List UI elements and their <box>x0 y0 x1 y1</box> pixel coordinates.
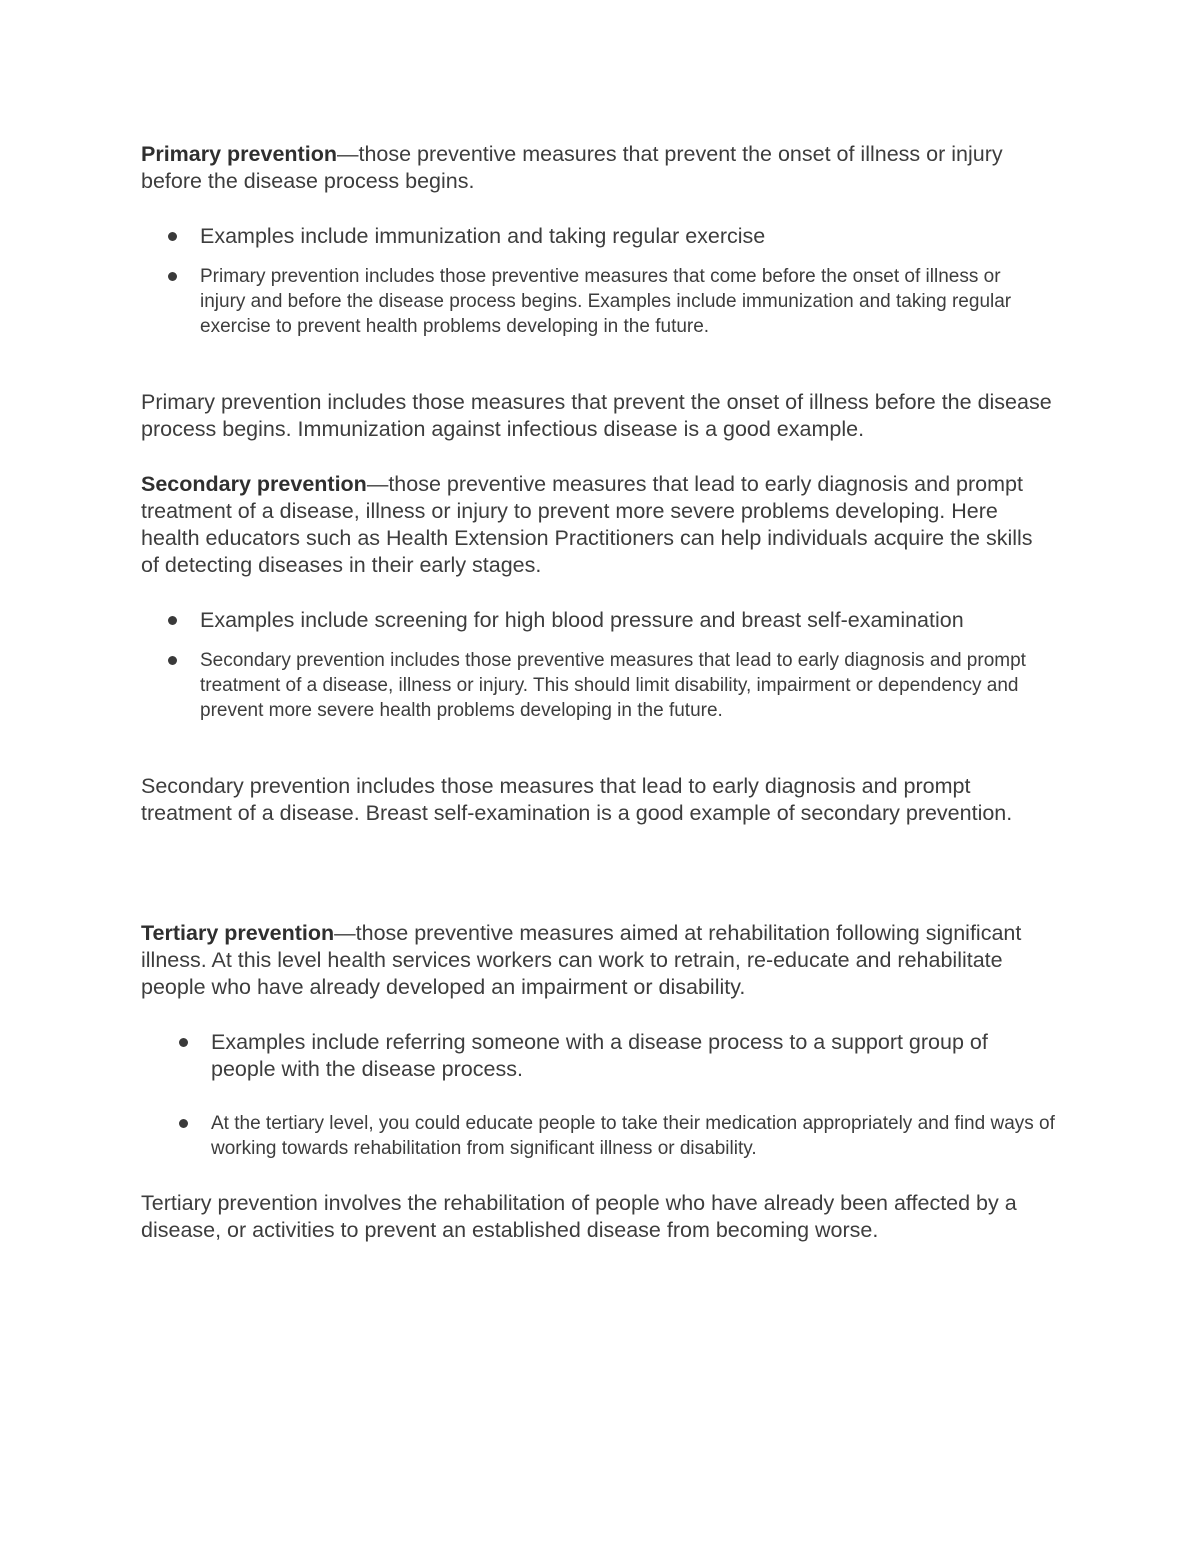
primary-heading: Primary prevention <box>141 142 337 166</box>
tertiary-bullet-1-text: Examples include referring someone with a disease process to a support group of people with the disease process. <box>211 1030 988 1081</box>
primary-bullet-2-text: Primary prevention includes those preventive measures that come before the onset of illness or injury and before the disease process begins. Examples include immunization and taking regular exercise to prevent health problems developing in the future. <box>200 266 1012 337</box>
primary-definition <box>141 141 1041 195</box>
secondary-summary: Secondary prevention includes those measures that lead to early diagnosis and prompt treatment of a disease. Breast self-examination is a good example of secondary prevention. <box>141 774 1013 825</box>
primary-summary: Primary prevention includes those measures that prevent the onset of illness before the disease process begins. Immunization against infectious disease is a good example. <box>141 390 1052 441</box>
secondary-bullet-2 <box>200 648 1060 723</box>
primary-definition-text: —those preventive measures that prevent the onset of illness or injury before the disease process begins. <box>141 142 1003 193</box>
secondary-definition-text: —those preventive measures that lead to early diagnosis and prompt treatment of a disease, illness or injury to prevent more severe problems developing. Here health educators such as Health Extension Practitioners can help individuals acquire the skills of detecting diseases in their early stages. <box>141 472 1033 577</box>
secondary-bullet-1-text: Examples include screening for high blood pressure and breast self-examination <box>200 608 964 632</box>
secondary-bullet-2-text: Secondary prevention includes those preventive measures that lead to early diagnosis and prompt treatment of a disease, illness or injury. This should limit disability, impairment or dependency and prevent more severe health problems developing in the future. <box>200 650 1026 721</box>
secondary-bullet-1 <box>200 607 1060 634</box>
tertiary-definition-text: —those preventive measures aimed at rehabilitation following significant illness. At this level health services workers can work to retrain, re-educate and rehabilitate people who have already developed an impairment or disability. <box>141 921 1022 999</box>
primary-bullet-1 <box>200 223 1060 250</box>
tertiary-bullet-2-text: At the tertiary level, you could educate people to take their medication appropriately and find ways of working towards rehabilitation from significant illness or disability. <box>211 1113 1055 1159</box>
bullet-dot <box>168 272 177 281</box>
tertiary-heading: Tertiary prevention <box>141 921 335 945</box>
tertiary-bullet-1 <box>211 1029 1051 1083</box>
primary-bullet-2 <box>200 264 1040 339</box>
tertiary-bullet-2 <box>211 1111 1061 1161</box>
primary-bullet-1-text: Examples include immunization and taking regular exercise <box>200 224 766 248</box>
secondary-definition <box>141 471 1041 579</box>
bullet-dot <box>168 656 177 665</box>
bullet-dot <box>168 616 177 625</box>
bullet-dot <box>179 1038 188 1047</box>
bullet-dot <box>168 232 177 241</box>
secondary-heading: Secondary prevention <box>141 472 367 496</box>
bullet-dot <box>179 1119 188 1128</box>
tertiary-summary: Tertiary prevention involves the rehabilitation of people who have already been affected by a disease, or activities to prevent an established disease from becoming worse. <box>141 1191 1017 1242</box>
tertiary-definition <box>141 920 1041 1001</box>
